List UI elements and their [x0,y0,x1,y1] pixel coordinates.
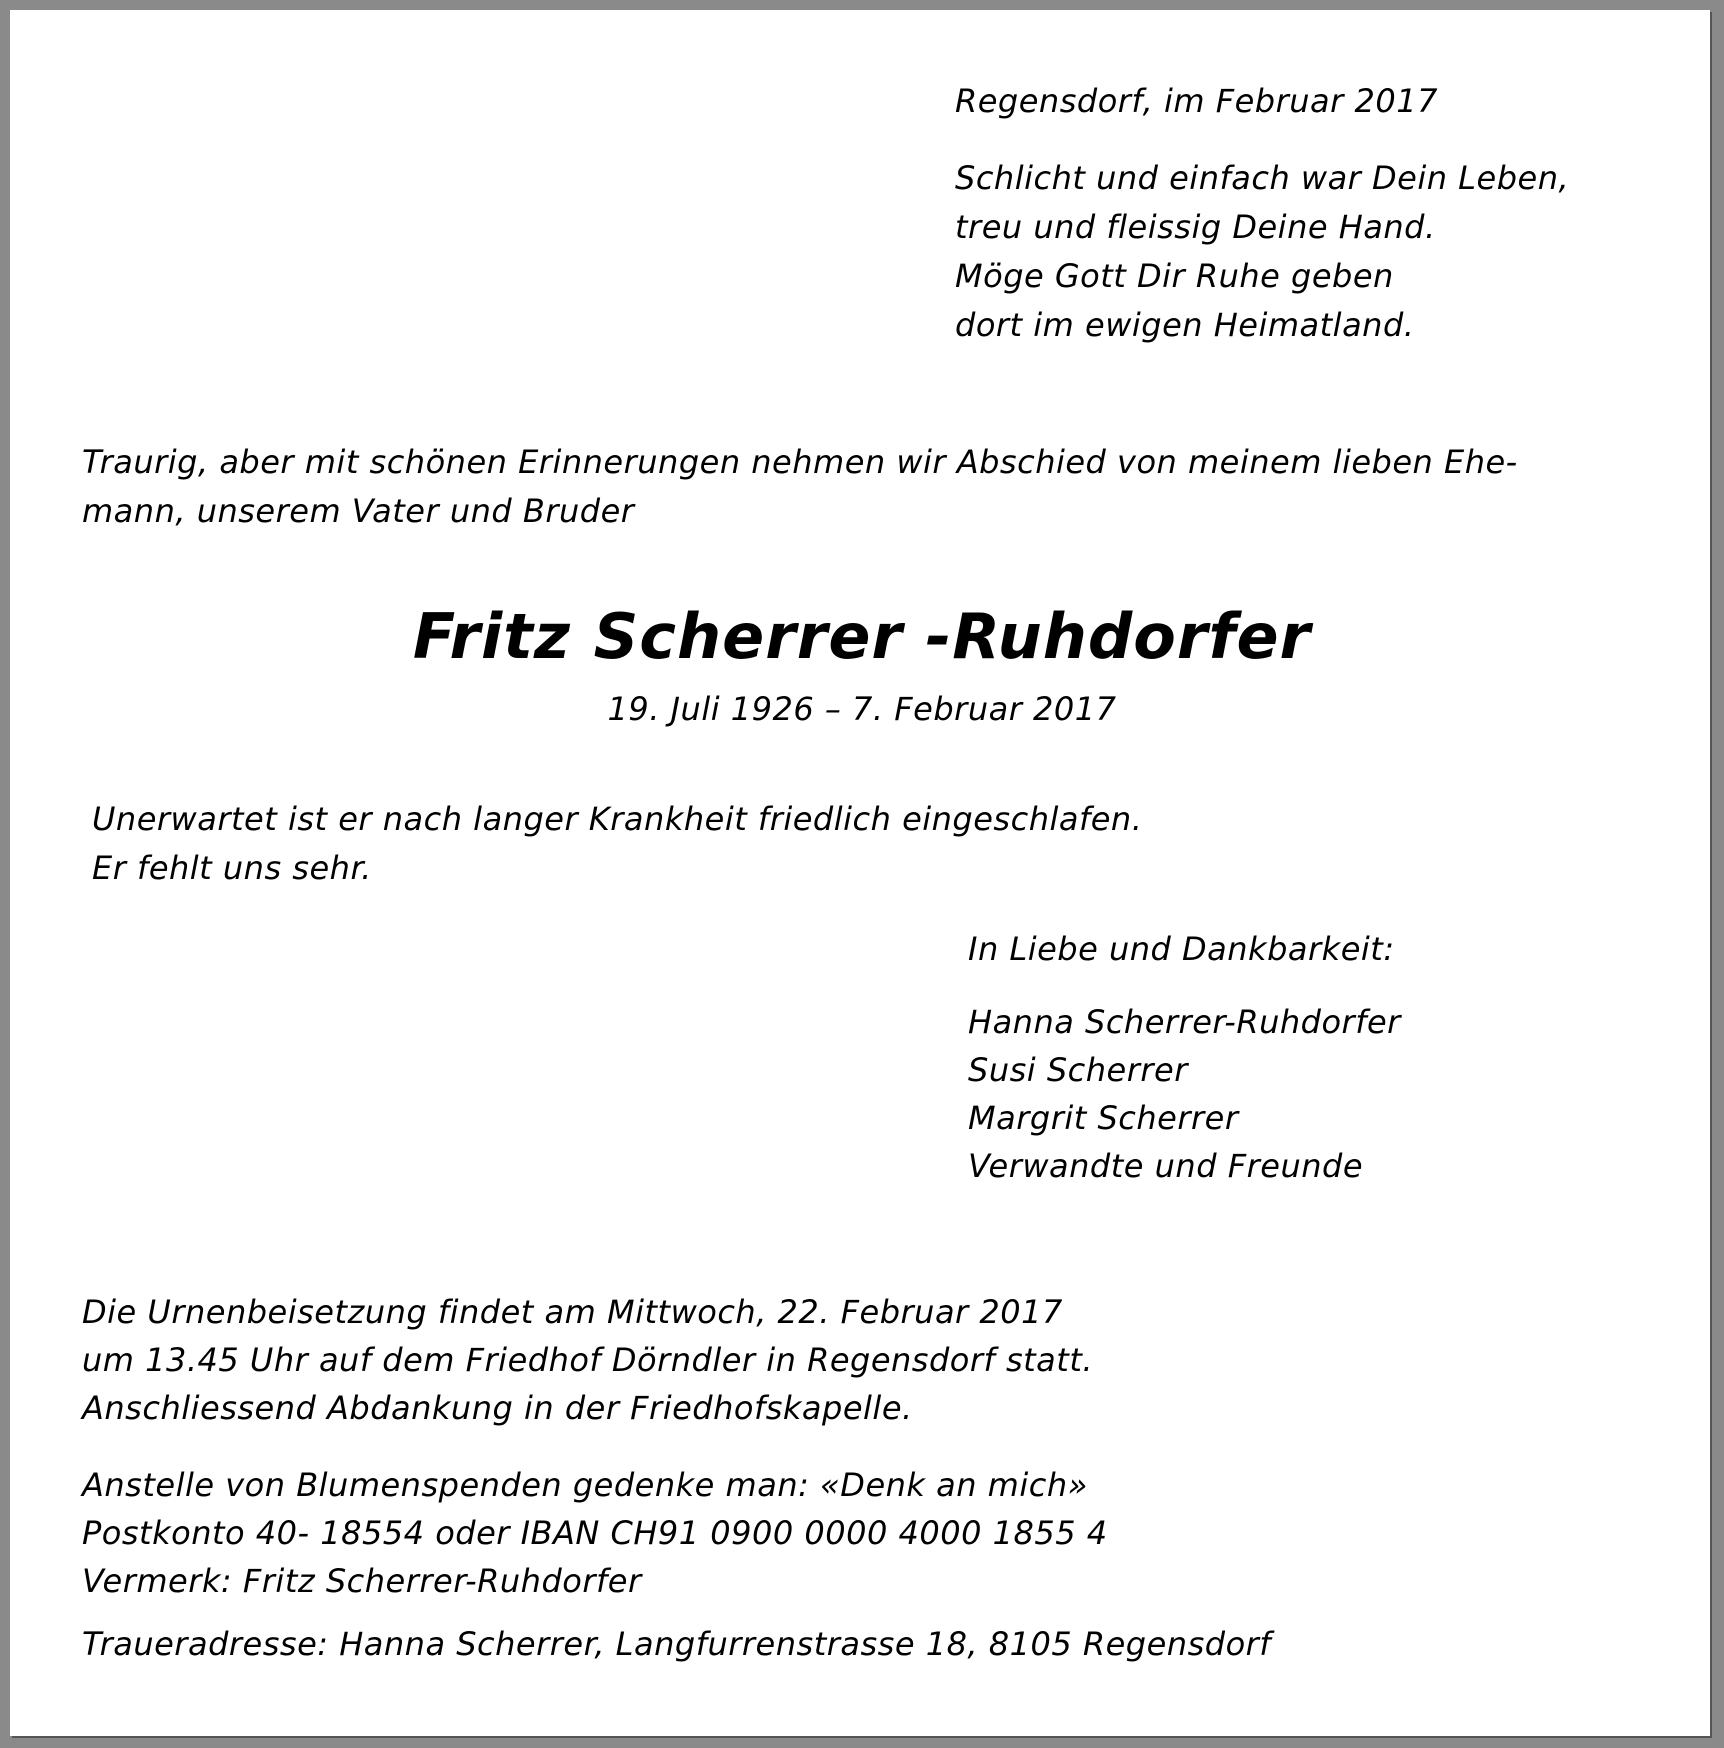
mourners-heading: In Liebe und Dankbarkeit: [968,930,1395,968]
funeral-line: Die Urnenbeisetzung findet am Mittwoch, 22. Februar 2017 [82,1293,1063,1331]
donation-line: Vermerk: Fritz Scherrer-Ruhdorfer [82,1562,642,1600]
verse-line: Schlicht und einfach war Dein Leben, [955,159,1570,197]
intro-text [82,438,1642,536]
place-date: Regensdorf, im Februar 2017 [955,82,1438,120]
intro-line: Traurig, aber mit schönen Erinnerungen nehmen wir Abschied von meinem lieben Ehe- [82,443,1518,481]
intro-line: mann, unserem Vater und Bruder [82,492,635,530]
donation-details [82,1461,1108,1605]
verse-line: dort im ewigen Heimatland. [955,306,1415,344]
mourner-name: Margrit Scherrer [968,1099,1239,1137]
mourning-address: Traueradresse: Hanna Scherrer, Langfurrenstrasse 18, 8105 Regensdorf [82,1625,1272,1663]
funeral-line: um 13.45 Uhr auf dem Friedhof Dörndler in Regensdorf statt. [82,1341,1094,1379]
mourners-list [968,998,1401,1190]
verse-line: Möge Gott Dir Ruhe geben [955,257,1394,295]
passing-text [92,795,1142,893]
funeral-details [82,1288,1093,1432]
deceased-name: Fritz Scherrer -Ruhdorfer [412,600,1312,673]
life-dates: 19. Juli 1926 – 7. Februar 2017 [607,690,1117,728]
passing-line: Er fehlt uns sehr. [92,849,372,887]
mourner-name: Hanna Scherrer-Ruhdorfer [968,1003,1401,1041]
mourner-name: Verwandte und Freunde [968,1147,1363,1185]
funeral-line: Anschliessend Abdankung in der Friedhofskapelle. [82,1389,913,1427]
verse-line: treu und fleissig Deine Hand. [955,208,1436,246]
memorial-verse [955,154,1569,350]
donation-line: Anstelle von Blumenspenden gedenke man: «Denk an mich» [82,1466,1088,1504]
donation-line: Postkonto 40- 18554 oder IBAN CH91 0900 0000 4000 1855 4 [82,1514,1108,1552]
mourner-name: Susi Scherrer [968,1051,1188,1089]
passing-line: Unerwartet ist er nach langer Krankheit friedlich eingeschlafen. [92,800,1143,838]
